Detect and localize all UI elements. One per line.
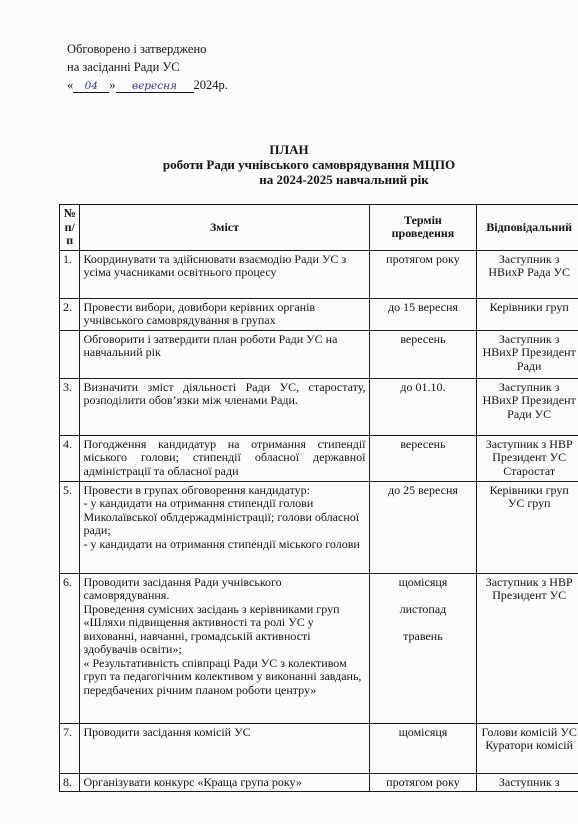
handwritten-day: 04: [84, 80, 98, 92]
approval-line-1: Обговорено і затверджено: [67, 42, 207, 56]
handwritten-month: вересня: [131, 80, 177, 92]
plan-table: [59, 204, 578, 792]
row-num-cell: 6.: [60, 573, 80, 723]
row-resp-cell: Заступник з НВихР Рада УС: [477, 250, 578, 298]
row-term-cell: до 01.10.: [369, 378, 477, 435]
row-term-cell: щомісяця: [369, 723, 477, 773]
row-content-cell: Визначити зміст діяльності Ради УС, старостату, розподілити обов’язки між членами Ради.: [80, 378, 369, 435]
row-num-cell: 4.: [60, 435, 80, 481]
document-title: ПЛАН: [269, 142, 309, 157]
date-mid-quote: »: [109, 78, 116, 92]
table-row: [60, 573, 578, 723]
row-num-cell: 5.: [60, 481, 80, 573]
row-term-cell: протягом року: [369, 773, 477, 792]
row-term-cell: протягом року: [369, 250, 477, 298]
date-open-quote: «: [67, 78, 74, 92]
header-term: Термін проведення: [369, 205, 477, 251]
row-content-cell: Координувати та здійснювати взаємодію Ради УС з усіма учасниками освітнього процесу: [80, 250, 369, 298]
row-term-cell: до 25 вересня: [369, 481, 477, 573]
row-resp-cell: Голови комісій УС Куратори комісій: [477, 723, 578, 773]
row-term-cell: вересень: [369, 435, 477, 481]
table-row: [60, 250, 578, 298]
row-num-cell: 2.: [60, 298, 80, 330]
row-num-cell: 8.: [60, 773, 80, 792]
header-content: Зміст: [80, 205, 369, 251]
table-body: [60, 250, 578, 792]
row-content-cell: Проводити засідання комісій УС: [80, 723, 369, 773]
row-num-cell: [60, 330, 80, 378]
row-num-cell: 7.: [60, 723, 80, 773]
date-year: 2024р.: [193, 78, 228, 92]
approval-block: [67, 40, 228, 94]
row-content-cell: Обговорити і затвердити план роботи Ради УС на навчальний рік: [80, 330, 369, 378]
row-content-cell: Проводити засідання Ради учнівського самоврядування. Проведення сумісних засідань з керівниками груп «Шляхи підвищення активності та ролі УС у вихованні, навчанні, громадській активності здобувачів освіти»; « Результативність співпраці Ради УС з колективом груп та педагогічним колективом у виконанні завдань, передбачених річним планом роботи центру»: [80, 573, 369, 723]
row-resp-cell: Керівники груп УС груп: [477, 481, 578, 573]
row-term-cell: вересень: [369, 330, 477, 378]
row-resp-cell: Заступник з: [477, 773, 578, 792]
header-num: № п/п: [60, 205, 80, 251]
row-content-cell: Погодження кандидатур на отримання стипендії міського голови; стипендії обласної державної адміністрації та обласної ради: [80, 435, 369, 481]
row-resp-cell: Керівники груп: [477, 298, 578, 330]
table-row: [60, 481, 578, 573]
document-subtitle: роботи Ради учнівського самоврядування МЦПО: [162, 157, 456, 172]
row-term-cell: щомісяця листопад травень: [369, 573, 477, 723]
table-row: [60, 378, 578, 435]
row-content-cell: Провести в групах обговорення кандидатур: - у кандидати на отримання стипендії голови Миколаївської облдержадміністрації; голови обласної ради; - у кандидати на отримання стипендії міського голови: [80, 481, 369, 573]
approval-line-2: на засіданні Ради УС: [67, 60, 180, 74]
header-resp: Відповідальний: [477, 205, 578, 251]
table-row: [60, 298, 578, 330]
row-resp-cell: Заступник з НВР Президент УС Старостат: [477, 435, 578, 481]
table-row: [60, 773, 578, 792]
row-resp-cell: Заступник з НВР Президент УС: [477, 573, 578, 723]
table-header-row: [60, 205, 578, 251]
row-content-cell: Провести вибори, довибори керівних органів учнівського самоврядування в групах: [80, 298, 369, 330]
row-resp-cell: Заступник з НВихР Президент Ради: [477, 330, 578, 378]
row-num-cell: 3.: [60, 378, 80, 435]
document-year: на 2024-2025 навчальний рік: [259, 172, 429, 187]
row-num-cell: 1.: [60, 250, 80, 298]
row-term-cell: до 15 вересня: [369, 298, 477, 330]
row-content-cell: Організувати конкурс «Краща група року»: [80, 773, 369, 792]
row-resp-cell: Заступник з НВихР Президент Ради УС: [477, 378, 578, 435]
table-row: [60, 723, 578, 773]
table-row: [60, 435, 578, 481]
table-row: [60, 330, 578, 378]
approval-date: [67, 76, 228, 94]
